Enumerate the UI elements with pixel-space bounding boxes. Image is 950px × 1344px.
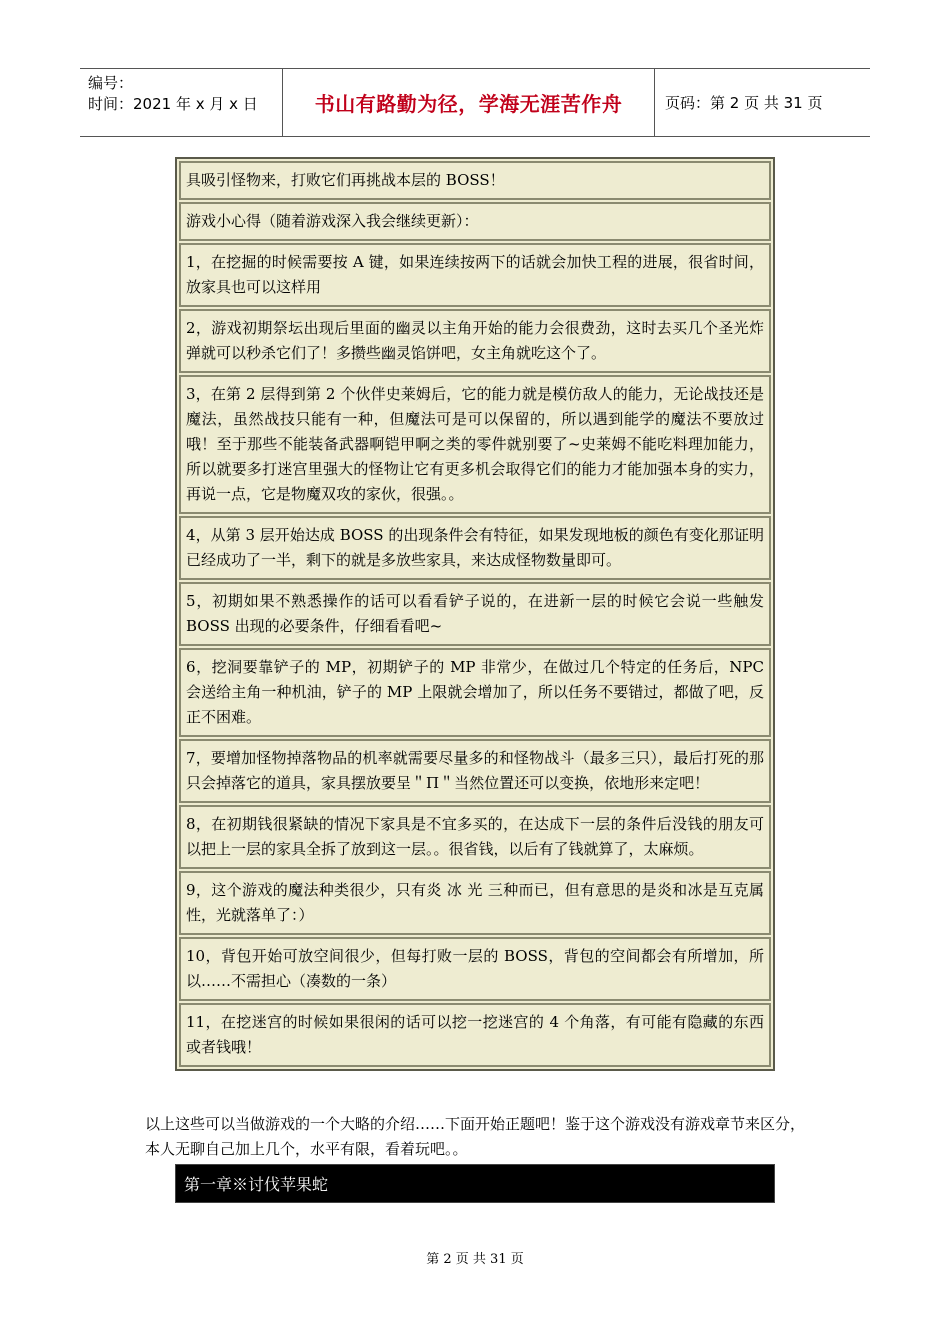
tip-row: 8，在初期钱很紧缺的情况下家具是不宜多买的，在达成下一层的条件后没钱的朋友可以把上一层的家具全拆了放到这一层。。很省钱，以后有了钱就算了，太麻烦。	[179, 805, 771, 869]
tip-row: 游戏小心得（随着游戏深入我会继续更新）：	[179, 202, 771, 241]
document-date: 时间：2021 年 x 月 x 日	[88, 95, 258, 113]
tip-row: 2，游戏初期祭坛出现后里面的幽灵以主角开始的能力会很费劲，这时去买几个圣光炸弹就可以秒杀它们了！多攒些幽灵馅饼吧，女主角就吃这个了。	[179, 309, 771, 373]
header-motto: 书山有路勤为径，学海无涯苦作舟	[314, 92, 623, 116]
chapter-heading: 第一章※讨伐苹果蛇	[175, 1164, 775, 1203]
header-motto-cell	[282, 69, 655, 136]
header-page-info: 页码：第 2 页 共 31 页	[665, 94, 823, 112]
tips-table	[175, 157, 775, 1071]
tip-row: 3，在第 2 层得到第 2 个伙伴史莱姆后，它的能力就是模仿敌人的能力，无论战技还是魔法，虽然战技只能有一种，但魔法可是可以保留的，所以遇到能学的魔法不要放过哦！至于那些不能装备武器啊铠甲啊之类的零件就别要了~史莱姆不能吃料理加能力，所以就要多打迷宫里强大的怪物让它有更多机会取得它们的能力才能加强本身的实力，再说一点，它是物魔双攻的家伙，很强。。	[179, 375, 771, 514]
page-footer: 第 2 页 共 31 页	[426, 1252, 524, 1267]
header-meta	[80, 69, 282, 136]
tip-row: 4，从第 3 层开始达成 BOSS 的出现条件会有特征，如果发现地板的颜色有变化那证明已经成功了一半，剩下的就是多放些家具，来达成怪物数量即可。	[179, 516, 771, 580]
tip-row: 9，这个游戏的魔法种类很少，只有炎 冰 光 三种而已，但有意思的是炎和冰是互克属性，光就落单了：）	[179, 871, 771, 935]
document-number-label: 编号：	[88, 74, 134, 92]
tip-row: 1，在挖掘的时候需要按 A 键，如果连续按两下的话就会加快工程的进展，很省时间，放家具也可以这样用	[179, 243, 771, 307]
tip-row: 10，背包开始可放空间很少，但每打败一层的 BOSS，背包的空间都会有所增加，所以……不需担心（凑数的一条）	[179, 937, 771, 1001]
page-header	[80, 68, 870, 137]
tip-row: 6，挖洞要靠铲子的 MP，初期铲子的 MP 非常少，在做过几个特定的任务后，NPC 会送给主角一种机油，铲子的 MP 上限就会增加了，所以任务不要错过，都做了吧，反正不困难。	[179, 648, 771, 737]
tip-row: 具吸引怪物来，打败它们再挑战本层的 BOSS！	[179, 161, 771, 200]
intro-paragraph: 以上这些可以当做游戏的一个大略的介绍……下面开始正题吧！鉴于这个游戏没有游戏章节来区分，本人无聊自己加上几个，水平有限，看着玩吧。。	[145, 1115, 806, 1158]
tip-row: 11，在挖迷宫的时候如果很闲的话可以挖一挖迷宫的 4 个角落，有可能有隐藏的东西或者钱哦！	[179, 1003, 771, 1067]
tip-row: 5，初期如果不熟悉操作的话可以看看铲子说的，在进新一层的时候它会说一些触发 BOSS 出现的必要条件，仔细看看吧~	[179, 582, 771, 646]
tip-row: 7，要增加怪物掉落物品的机率就需要尽量多的和怪物战斗（最多三只），最后打死的那只会掉落它的道具，家具摆放要呈＂Π＂当然位置还可以变换，依地形来定吧！	[179, 739, 771, 803]
